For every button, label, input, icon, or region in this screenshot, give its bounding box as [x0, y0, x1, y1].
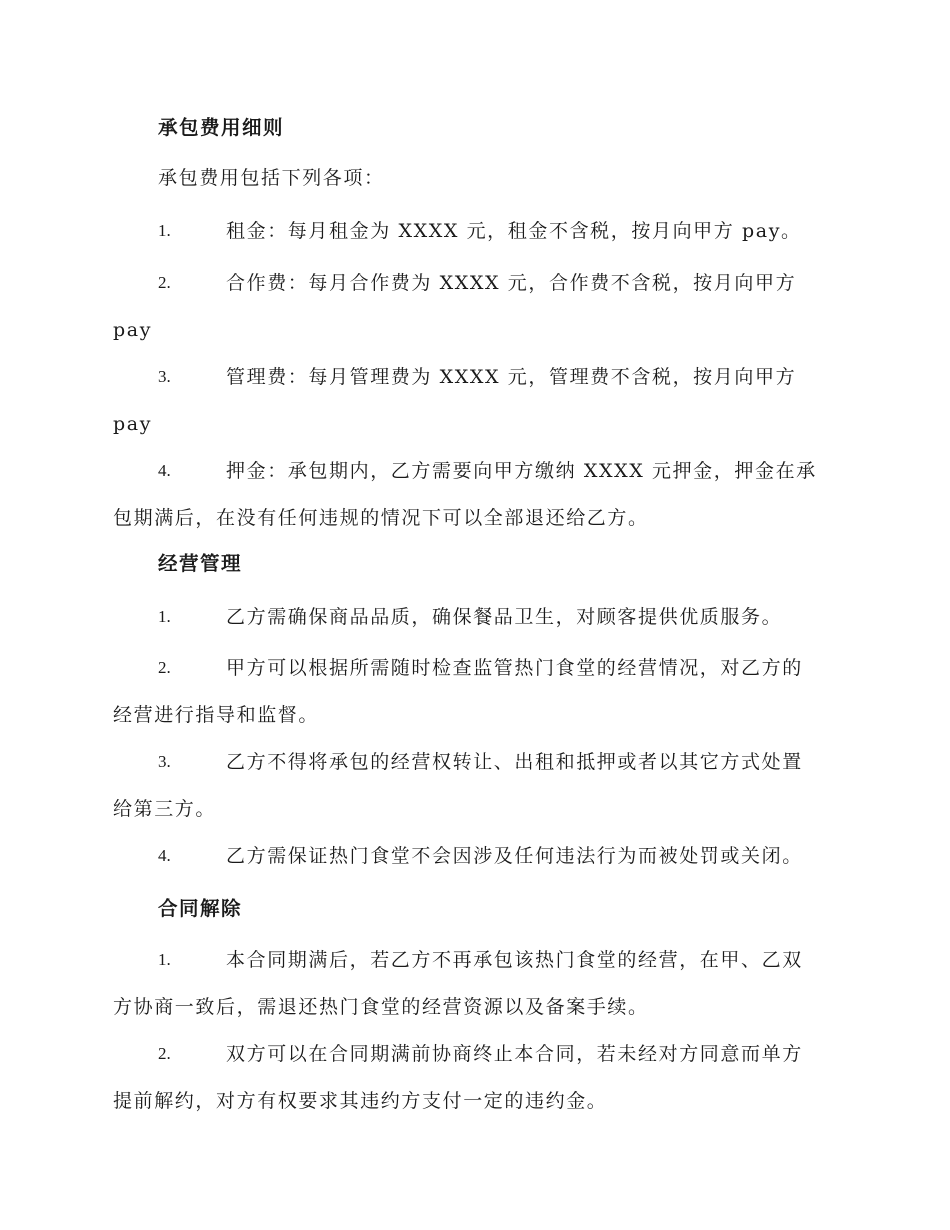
- item-text: 乙方需保证热门食堂不会因涉及任何违法行为而被处罚或关闭。: [226, 845, 803, 867]
- item-number: 2.: [158, 273, 171, 292]
- item-number: 2.: [158, 1044, 171, 1063]
- item-text-continued: 提前解约，对方有权要求其违约方支付一定的违约金。: [113, 1090, 608, 1112]
- item-text: 押金：承包期内，乙方需要向甲方缴纳 XXXX 元押金，押金在承: [226, 460, 817, 482]
- item-number: 4.: [158, 846, 171, 865]
- item-text-continued: 给第三方。: [113, 798, 217, 820]
- item-text: 管理费：每月管理费为 XXXX 元，管理费不含税，按月向甲方: [226, 366, 797, 388]
- item-text-continued: pay: [113, 319, 153, 341]
- item-number: 1.: [158, 950, 171, 969]
- section-heading-management: 经营管理: [158, 552, 243, 575]
- item-number: 3.: [158, 367, 171, 386]
- item-text-continued: pay: [113, 413, 153, 435]
- item-text-continued: 方协商一致后，需退还热门食堂的经营资源以及备案手续。: [113, 996, 649, 1018]
- item-number: 4.: [158, 461, 171, 480]
- item-text: 乙方需确保商品品质，确保餐品卫生，对顾客提供优质服务。: [226, 606, 783, 628]
- item-text: 合作费：每月合作费为 XXXX 元，合作费不含税，按月向甲方: [226, 272, 797, 294]
- item-text: 本合同期满后，若乙方不再承包该热门食堂的经营，在甲、乙双: [226, 949, 803, 971]
- item-text: 双方可以在合同期满前协商终止本合同，若未经对方同意而单方: [226, 1043, 803, 1065]
- item-text: 租金：每月租金为 XXXX 元，租金不含税，按月向甲方 pay。: [226, 220, 802, 242]
- item-text: 乙方不得将承包的经营权转让、出租和抵押或者以其它方式处置: [226, 751, 803, 773]
- item-number: 1.: [158, 607, 171, 626]
- item-text-continued: 包期满后，在没有任何违规的情况下可以全部退还给乙方。: [113, 507, 649, 529]
- item-text-continued: 经营进行指导和监督。: [113, 704, 320, 726]
- item-number: 1.: [158, 221, 171, 240]
- item-number: 3.: [158, 752, 171, 771]
- section-heading-fees: 承包费用细则: [158, 116, 285, 139]
- item-number: 2.: [158, 658, 171, 677]
- item-text: 甲方可以根据所需随时检查监管热门食堂的经营情况，对乙方的: [226, 657, 803, 679]
- section-heading-termination: 合同解除: [158, 897, 243, 920]
- fees-intro: 承包费用包括下列各项：: [158, 167, 385, 189]
